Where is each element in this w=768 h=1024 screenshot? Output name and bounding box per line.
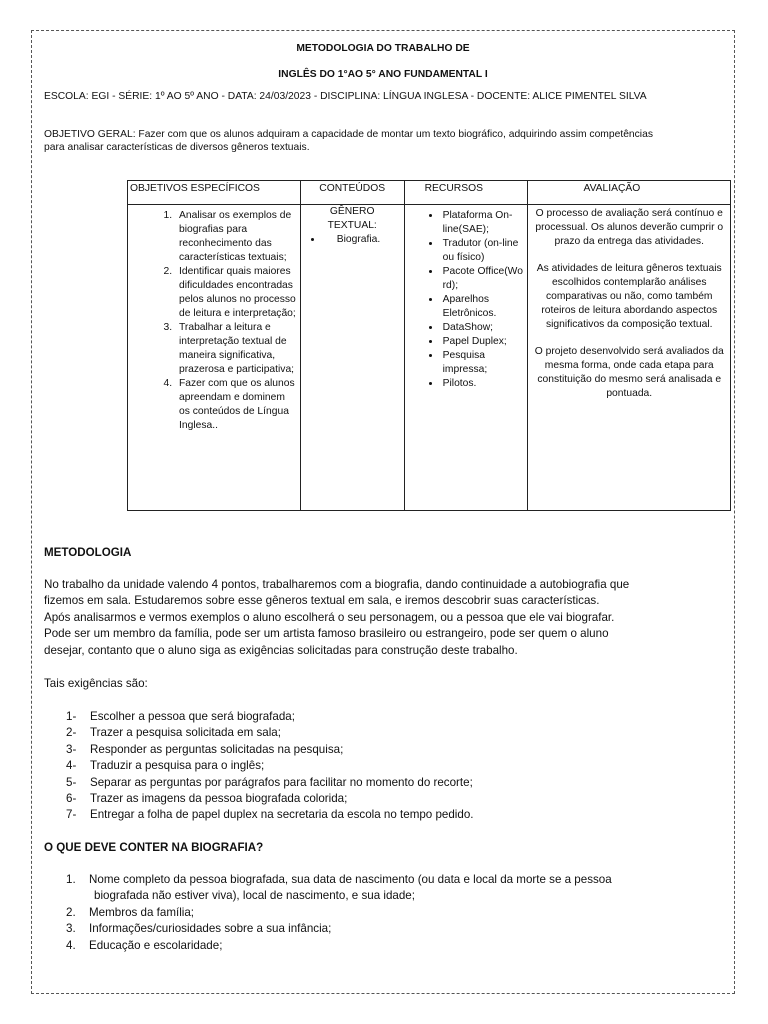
- conteudos-list: [301, 233, 404, 247]
- objetivo-geral: [44, 128, 734, 154]
- list-item: • Tradutor (on-line ou físico): [441, 237, 526, 265]
- doc-title-line1: METODOLOGIA DO TRABALHO DE: [296, 43, 470, 54]
- planning-table: [127, 180, 731, 511]
- list-item: • Pacote Office(Word);: [441, 265, 526, 293]
- recursos-cell: [404, 205, 528, 511]
- school-info-line: ESCOLA: EGI - SÉRIE: 1º AO 5º ANO - DATA: 24/03/2023 - DISCIPLINA: LÍNGUA INGLESA - DOCENTE: ALICE PIMENTEL SILVA: [44, 91, 647, 102]
- list-item: [44, 775, 734, 791]
- objetivos-cell: [128, 205, 301, 511]
- list-item: • Biografia.: [323, 233, 404, 247]
- avaliacao-paragraph: As atividades de leitura gêneros textuais escolhidos contemplarão análises comparativas ou não, como também roteiros de leitura abordando aspectos significativos da composição textual.: [536, 263, 722, 330]
- biografia-list: [44, 872, 734, 954]
- list-item: • Pilotos.: [441, 377, 526, 391]
- metodologia-line: Após analisarmos e vermos exemplos o aluno escolherá o seu personagem, ou a pessoa que ele vai biografar.: [44, 610, 615, 624]
- item-text: Membros da família;: [89, 905, 195, 919]
- header-objetivos: OBJETIVOS ESPECÍFICOS: [128, 181, 301, 205]
- table-header-row: [128, 181, 731, 205]
- item-number: 5-: [66, 775, 77, 789]
- list-item: [44, 709, 734, 725]
- conteudos-heading-2: TEXTUAL:: [327, 220, 377, 231]
- item-number: 4-: [66, 759, 77, 773]
- conteudos-heading-1: GÊNERO: [329, 206, 375, 217]
- item-text: Entregar a folha de papel duplex na secretaria da escola no tempo pedido.: [90, 808, 474, 822]
- list-item: • DataShow;: [441, 321, 526, 335]
- list-item: [44, 921, 734, 937]
- list-item: [44, 938, 734, 954]
- list-item: 4. Fazer com que os alunos apreendam e dominem os conteúdos de Língua Inglesa..: [175, 377, 298, 433]
- metodologia-line: fizemos em sala. Estudaremos sobre esse gêneros textual em sala, e iremos descobrir suas características.: [44, 594, 600, 608]
- metodologia-line: desejar, contanto que o aluno siga as exigências solicitadas para construção deste trabalho.: [44, 643, 518, 657]
- item-text: Educação e escolaridade;: [89, 938, 223, 952]
- list-item: 2. Identificar quais maiores dificuldades encontradas pelos alunos no processo de leitura e interpretação;: [175, 265, 298, 321]
- list-item: • Pesquisa impressa;: [441, 349, 526, 377]
- list-item: [44, 905, 734, 921]
- item-number: 3-: [66, 742, 77, 756]
- item-number: 1-: [66, 710, 77, 723]
- item-number: 4.: [66, 938, 76, 952]
- item-number: 1.: [66, 873, 76, 886]
- item-number: 7-: [66, 808, 77, 822]
- exigencias-intro: Tais exigências são:: [44, 677, 148, 690]
- metodologia-line: Pode ser um membro da família, pode ser um artista famoso brasileiro ou estrangeiro, pode ser quem o aluno: [44, 627, 609, 641]
- item-text: Nome completo da pessoa biografada, sua data de nascimento (ou data e local da morte se a pessoa: [89, 873, 612, 886]
- list-item: [44, 725, 734, 741]
- item-number: 2-: [66, 726, 77, 740]
- item-text: Responder as perguntas solicitadas na pesquisa;: [90, 742, 344, 756]
- document-page: [31, 30, 735, 994]
- item-text: Escolher a pessoa que será biografada;: [90, 710, 295, 723]
- exigencias-list: [44, 709, 734, 824]
- list-item: • Papel Duplex;: [441, 335, 526, 349]
- objetivo-geral-line2: para analisar características de diversos gêneros textuais.: [44, 142, 310, 153]
- item-number: 3.: [66, 922, 76, 936]
- list-item: • Plataforma On-line(SAE);: [441, 209, 526, 237]
- table-body-row: [128, 205, 731, 511]
- list-item: 1. Analisar os exemplos de biografias para reconhecimento das características textuais;: [175, 209, 298, 265]
- item-text: Separar as perguntas por parágrafos para facilitar no momento do recorte;: [90, 775, 473, 789]
- item-text: biografada não estiver viva), local de nascimento, e sua idade;: [94, 889, 415, 903]
- header-conteudos: CONTEÚDOS: [300, 181, 404, 205]
- list-item: [44, 742, 734, 758]
- item-text: Traduzir a pesquisa para o inglês;: [90, 759, 265, 773]
- item-text: Trazer a pesquisa solicitada em sala;: [90, 726, 281, 740]
- avaliacao-paragraph: O processo de avaliação será contínuo e processual. Os alunos deverão cumprir o prazo da entrega das atividades.: [535, 208, 724, 247]
- avaliacao-cell: [528, 205, 731, 511]
- header-avaliacao: AVALIAÇÃO: [528, 181, 731, 205]
- metodologia-heading: METODOLOGIA: [44, 546, 132, 559]
- list-item: [44, 791, 734, 807]
- recursos-list: [405, 205, 528, 391]
- objetivo-geral-line1: OBJETIVO GERAL: Fazer com que os alunos adquiram a capacidade de montar um texto biográfico, adquirindo assim competências: [44, 129, 653, 140]
- doc-title-line2: INGLÊS DO 1°AO 5° ANO FUNDAMENTAL I: [278, 69, 488, 80]
- avaliacao-paragraph: O projeto desenvolvido será avaliados da mesma forma, onde cada etapa para constituição do mesmo será analisada e pontuada.: [534, 346, 724, 399]
- biografia-heading: O QUE DEVE CONTER NA BIOGRAFIA?: [44, 841, 264, 854]
- list-item: [44, 807, 734, 823]
- item-text: Informações/curiosidades sobre a sua infância;: [89, 922, 332, 936]
- header-recursos: RECURSOS: [404, 181, 528, 205]
- list-item: • Aparelhos Eletrônicos.: [441, 293, 526, 321]
- list-item: [44, 872, 734, 905]
- metodologia-line: No trabalho da unidade valendo 4 pontos, trabalharemos com a biografia, dando continuidade a autobiografia que: [44, 578, 630, 591]
- objetivos-list: [128, 205, 300, 433]
- item-number: 2.: [66, 905, 76, 919]
- list-item: [44, 758, 734, 774]
- metodologia-paragraph: [44, 577, 734, 659]
- item-text: Trazer as imagens da pessoa biografada colorida;: [90, 792, 348, 806]
- list-item: 3. Trabalhar a leitura e interpretação textual de maneira significativa, prazerosa e participativa;: [175, 321, 298, 377]
- item-number: 6-: [66, 792, 77, 806]
- conteudos-cell: [300, 205, 404, 511]
